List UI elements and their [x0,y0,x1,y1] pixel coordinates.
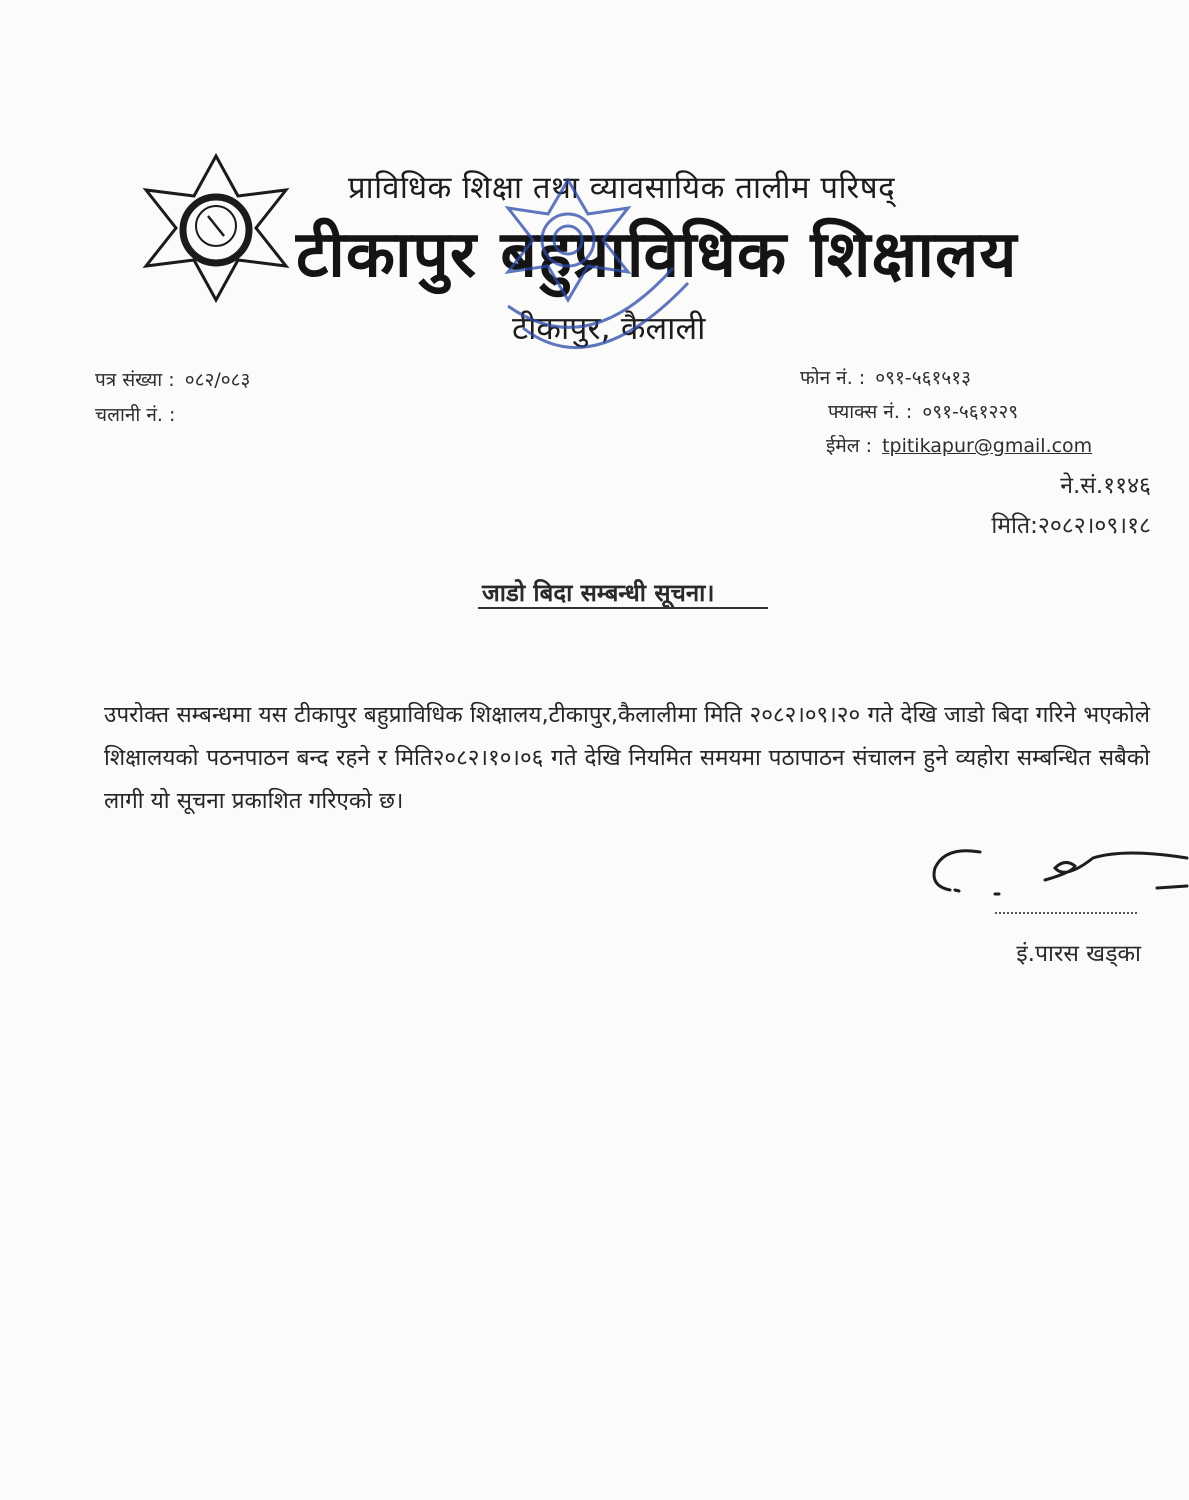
letter-date: मिति:२०८२।०९।१८ [991,513,1151,539]
signature-icon [925,838,1189,908]
email-label: ईमेल : [826,435,873,457]
dispatch-number-label: चलानी नं. : [95,404,176,426]
institution-name: टीकापुर बहुप्राविधिक शिक्षालय [296,218,1018,292]
notice-body: उपरोक्त सम्बन्धमा यस टीकापुर बहुप्राविधिक शिक्षालय,टीकापुर,कैलालीमा मिति २०८२।०९।२० गते देखि जाडो बिदा गरिने भएकोले शिक्षालयको पठनपाठन बन्द रहने र मिति२०८२।१०।०६ गते देखि नियमित समयमा पठापाठन संचालन हुने व्यहोरा सम्बन्धित सबैको लागी यो सूचना प्रकाशित गरिएको छ। [104,702,1150,814]
fax-label: फ्याक्स नं. : [828,401,913,423]
signature-line [995,912,1137,914]
letter-number [95,366,250,392]
email-link[interactable]: tpitikapur@gmail.com [882,435,1093,457]
notice-subject: जाडो बिदा सम्बन्धी सूचना। [482,579,715,607]
letter-number-value: ०८२/०८३ [184,369,251,391]
phone-label: फोन नं. : [800,367,866,389]
email-address [826,432,1092,458]
institution-address: टीकापुर, कैलाली [512,309,706,347]
council-name: प्राविधिक शिक्षा तथा व्यावसायिक तालीम परिषद् [348,170,896,206]
dispatch-number [95,401,179,427]
official-stamp-icon [488,178,706,398]
phone-value: ०९१-५६१५१३ [875,367,972,389]
ctevt-logo-icon [140,152,292,304]
fax-value: ०९१-५६१२२९ [922,401,1019,423]
subject-underline [478,607,768,609]
letter-number-label: पत्र संख्या : [95,369,175,391]
signer-name: इं.पारस खड्का [1016,941,1141,967]
phone-number [800,364,971,390]
nepal-sambat: ने.सं.११४६ [1060,473,1151,499]
fax-number [828,398,1018,424]
